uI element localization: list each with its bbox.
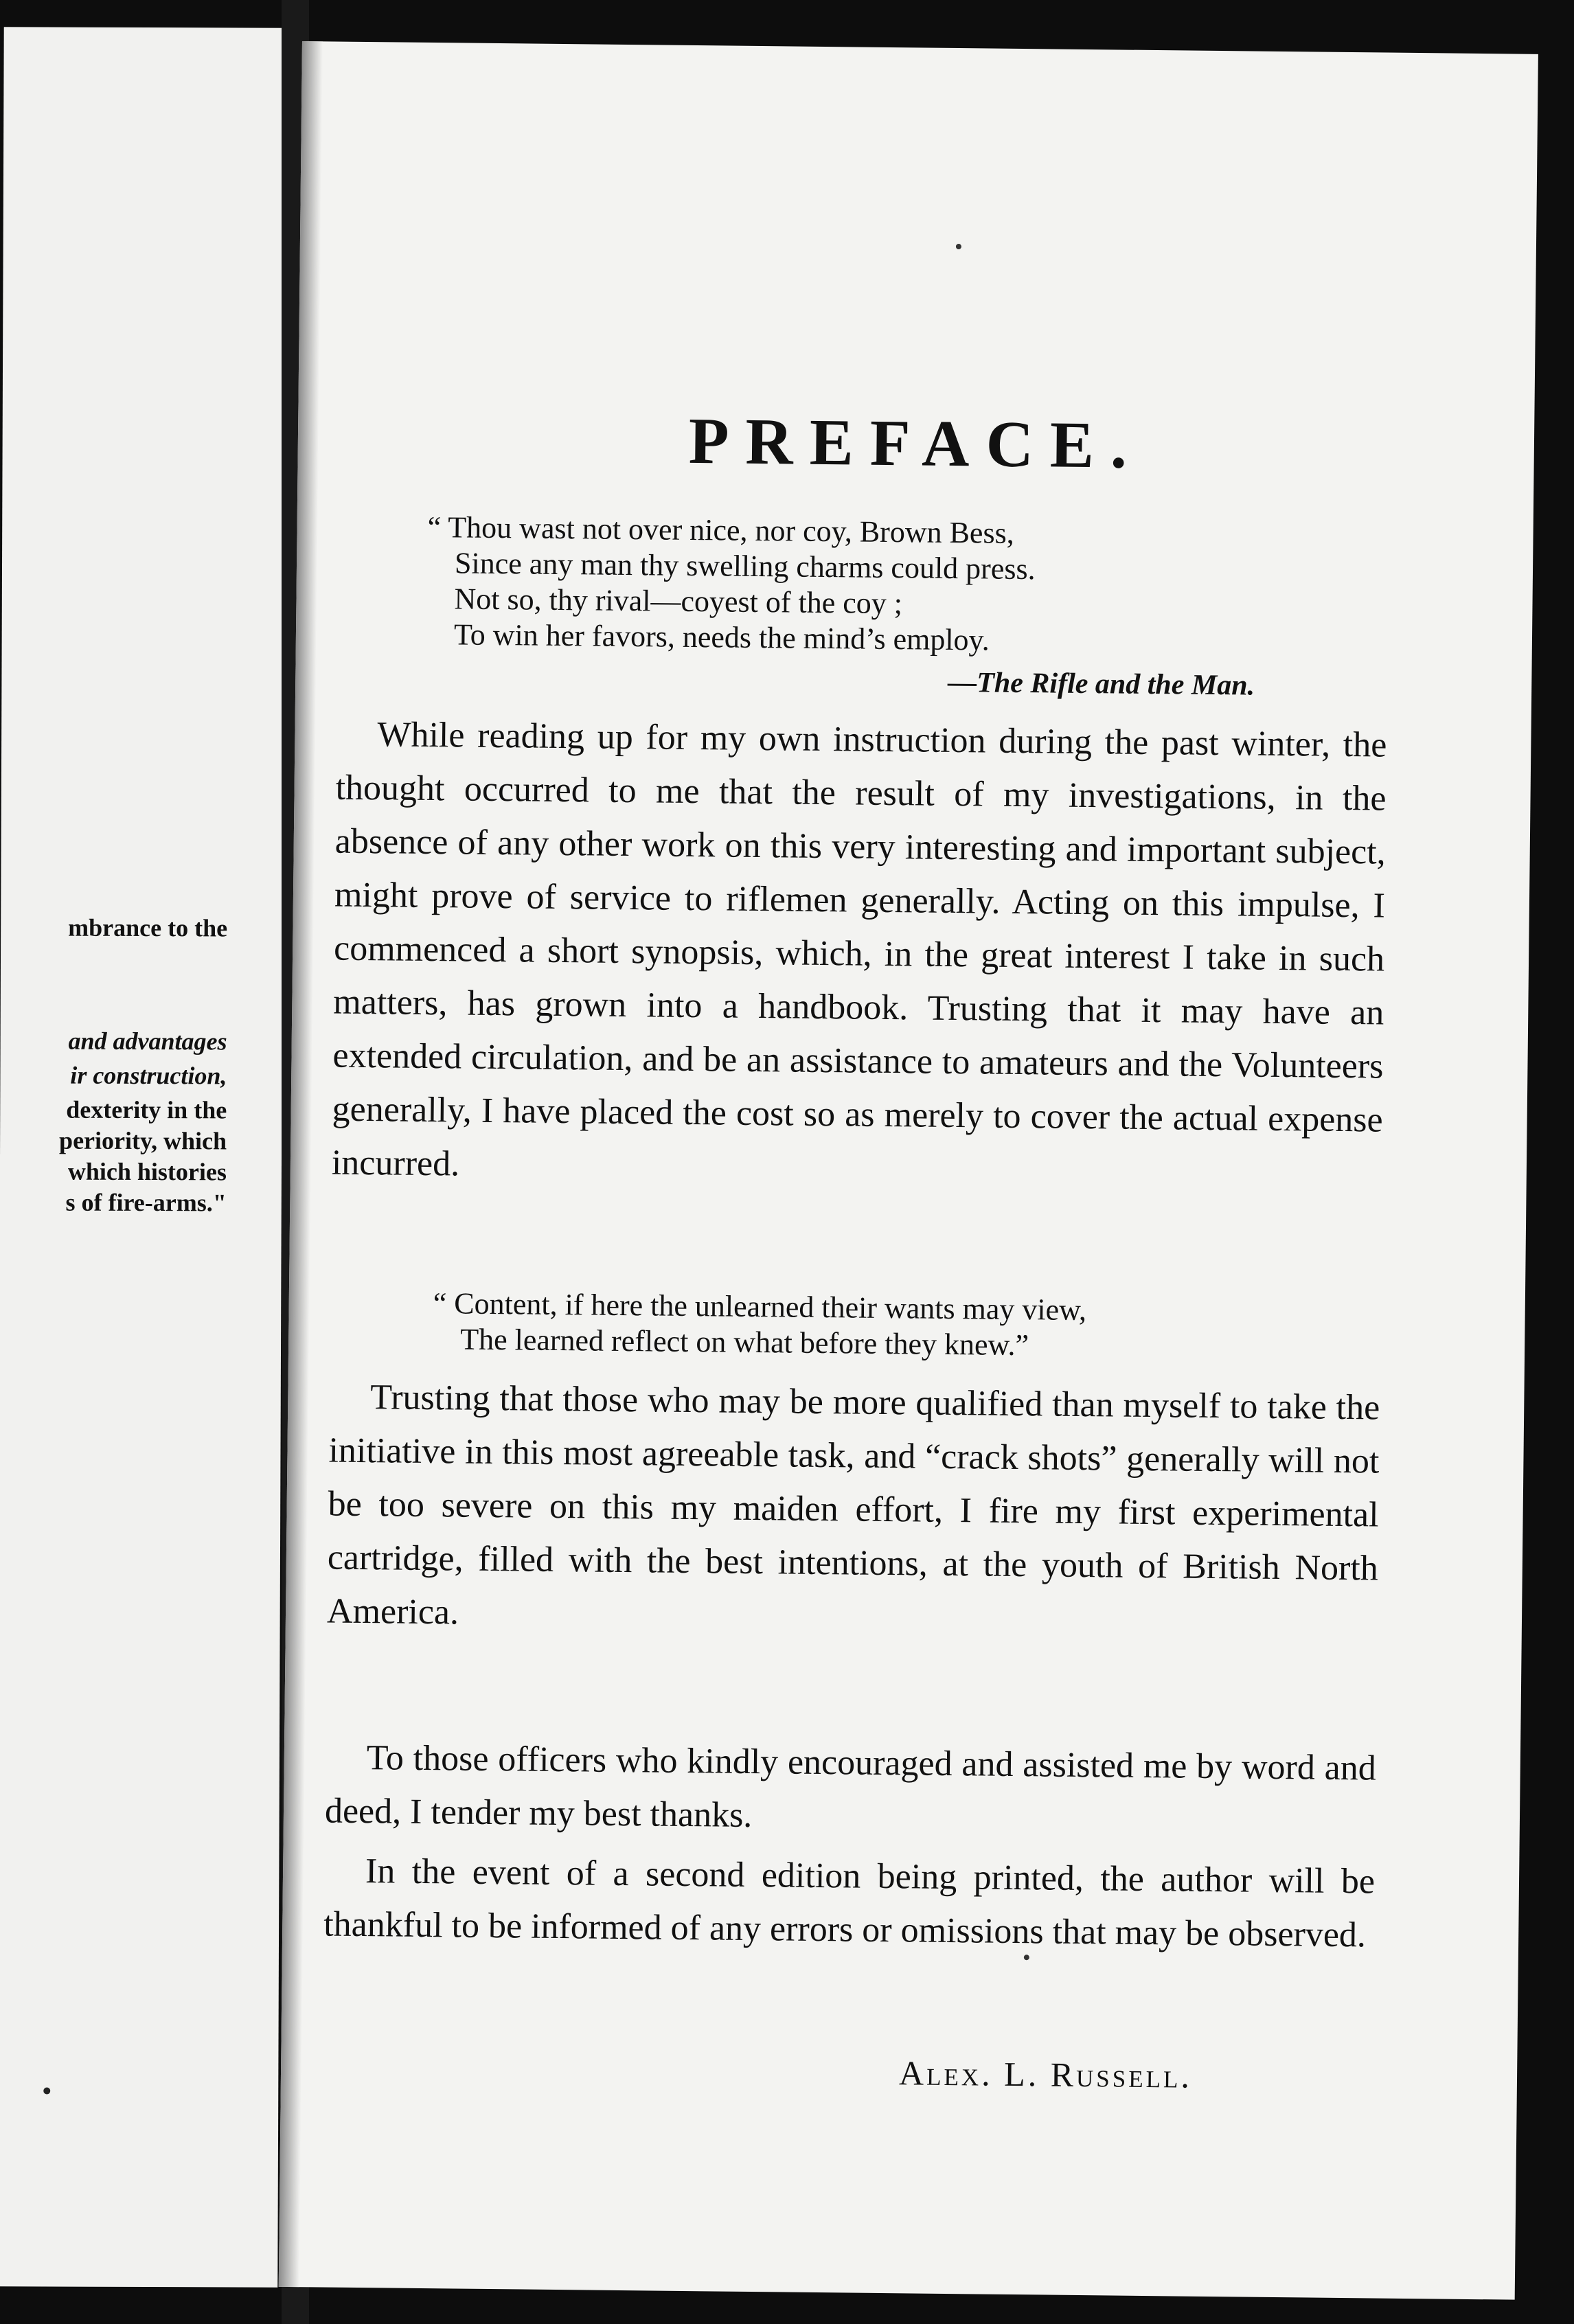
paragraph: To those officers who kindly encouraged and assisted me by word and deed, I tender my best thanks. [324, 1738, 1377, 1836]
paragraph: In the event of a second edition being printed, the author will be thankful to be informed of any errors or omissions that may be observed. [323, 1852, 1376, 1955]
page-title: PREFACE. [688, 403, 1144, 482]
author-signature: Alex. L. Russell. [898, 2053, 1193, 2095]
preface-page [279, 41, 1538, 2300]
epigraph-attribution: —The Rifle and the Man. [948, 666, 1255, 702]
left-facing-page [0, 27, 286, 2287]
left-page-line: which histories [67, 1157, 227, 1186]
left-page-line: periority, which [59, 1126, 227, 1155]
ink-speck [956, 244, 961, 249]
left-page-line: ir construction, [70, 1061, 227, 1090]
couplet-line: “ Content, if here the unlearned their wants may view, [433, 1286, 1087, 1328]
epigraph-line: To win her favors, needs the mind’s employ. [453, 617, 990, 657]
paragraph: While reading up for my own instruction during the past winter, the thought occurred to me that the result of my investigations, in the absence of any other work on this very interesting and important subject, might prove of service to riflemen generally. Acting on this impulse, I commenced a short synopsis, which, in the great interest I take in such matters, has grown into a handbook. Trusting that it may have an extended circulation, and be an assistance to amateurs and the Volunteers generally, I have placed the cost so as merely to cover the actual expense incurred. [331, 715, 1387, 1184]
epigraph-verse [426, 510, 1183, 661]
couplet-quote [433, 1286, 1189, 1365]
epigraph-line: “ Thou wast not over nice, nor coy, Brown Bess, [427, 510, 1014, 550]
paragraph: Trusting that those who may be more qualified than myself to take the initiative in this most agreeable task, and “crack shots” generally will not be too severe on this my maiden effort, I fire my first experimental cartridge, filled with the best intentions, at the youth of British North America. [326, 1378, 1380, 1632]
left-page-line: dexterity in the [66, 1095, 227, 1124]
left-page-line: and advantages [68, 1027, 227, 1056]
left-page-line: mbrance to the [68, 913, 228, 942]
ink-speck [43, 2088, 50, 2095]
epigraph-line: Not so, thy rival—coyest of the coy ; [454, 582, 903, 621]
couplet-line: The learned reflect on what before they knew.” [459, 1322, 1029, 1363]
left-page-line: s of fire-arms." [65, 1188, 227, 1217]
epigraph-line: Since any man thy swelling charms could press. [454, 546, 1036, 586]
